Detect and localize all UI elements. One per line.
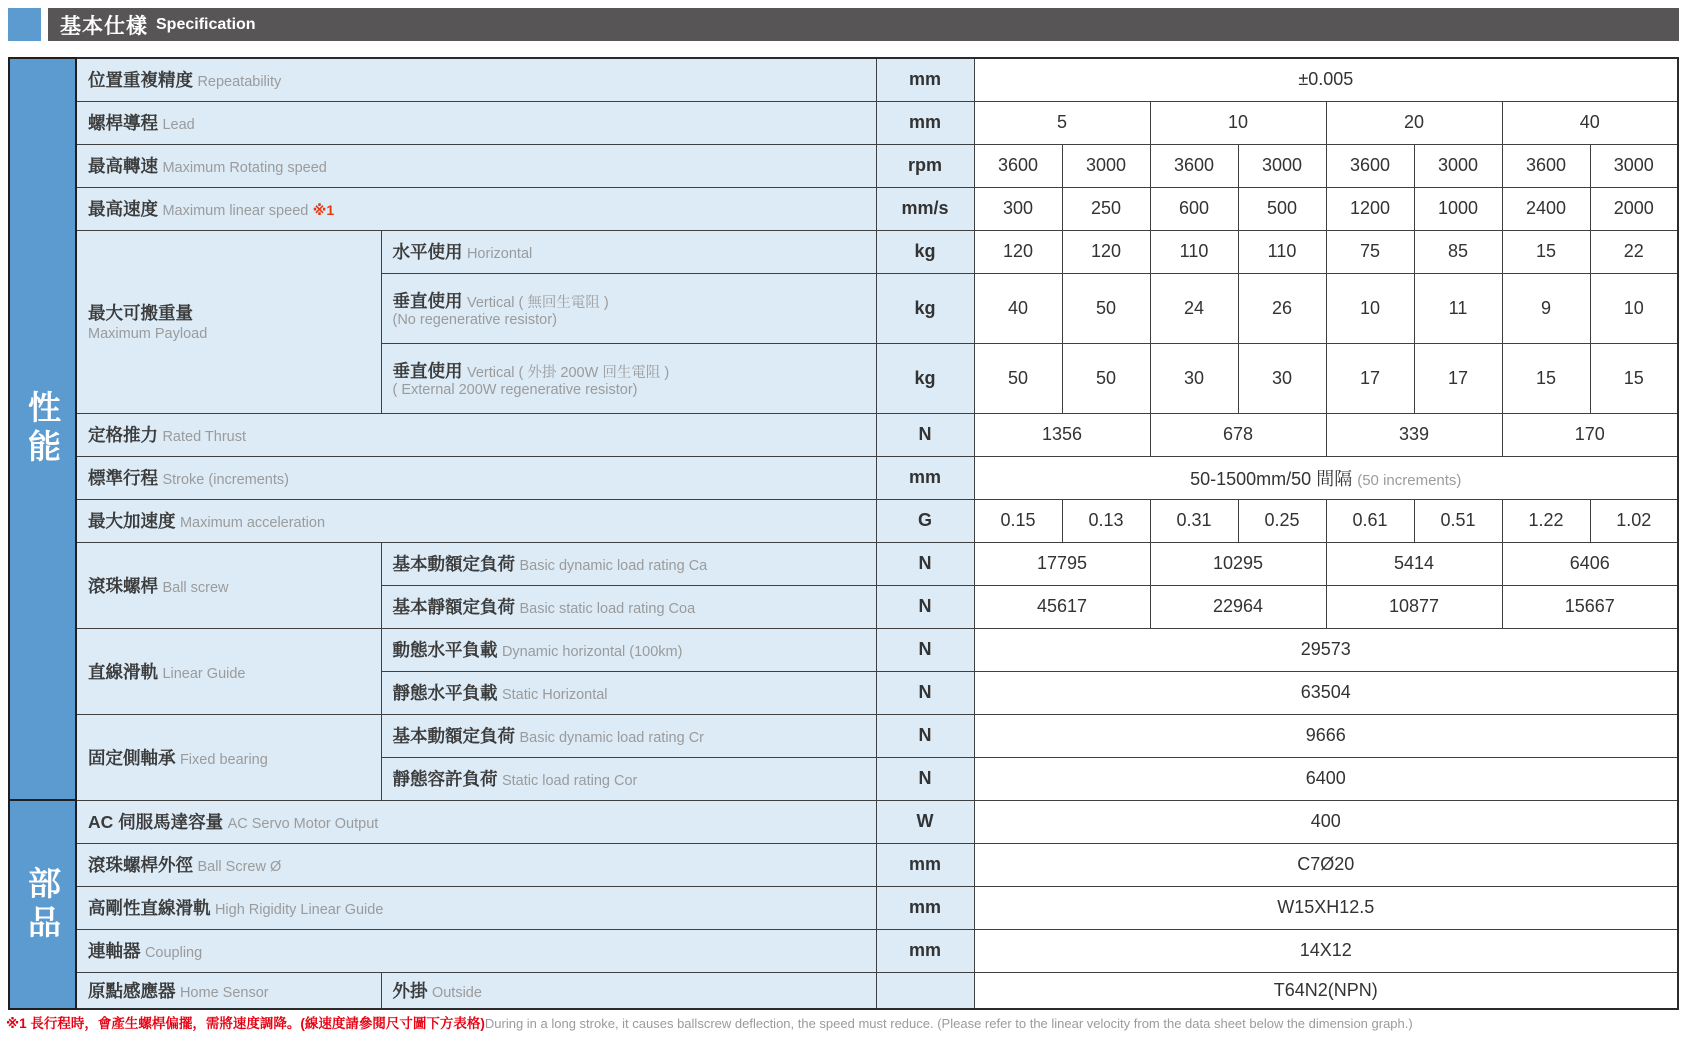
unit-cell: W	[876, 800, 974, 843]
value-cell: 11	[1414, 273, 1502, 343]
label-fixed-bearing-cor: 靜態容許負荷 Static load rating Cor	[381, 757, 876, 800]
value-cell: 5414	[1326, 542, 1502, 585]
value-cell: T64N2(NPN)	[974, 972, 1678, 1009]
section-titlebar	[8, 8, 1679, 41]
value-cell: 15	[1502, 343, 1590, 413]
label-home-sensor-outside: 外掛 Outside	[381, 972, 876, 1009]
unit-cell: N	[876, 585, 974, 628]
row-linear-guide-dynamic	[9, 628, 1678, 671]
value-cell: 3600	[1326, 144, 1414, 187]
label-payload-vertical-no-regen: 垂直使用 Vertical ( 無回生電阻 ) (No regenerative resistor)	[381, 273, 876, 343]
section-title-zh: 基本仕樣	[60, 14, 148, 38]
unit-cell: kg	[876, 230, 974, 273]
value-cell: 1.02	[1590, 499, 1678, 542]
label-ball-screw-ca: 基本動額定負荷 Basic dynamic load rating Ca	[381, 542, 876, 585]
value-cell: 50-1500mm/50 間隔 (50 increments)	[974, 456, 1678, 499]
value-cell: 3000	[1590, 144, 1678, 187]
label-linear-guide-static: 靜態水平負載 Static Horizontal	[381, 671, 876, 714]
value-cell: 110	[1238, 230, 1326, 273]
value-cell: 50	[1062, 273, 1150, 343]
value-cell: 22964	[1150, 585, 1326, 628]
row-home-sensor	[9, 972, 1678, 1009]
unit-cell: mm	[876, 58, 974, 101]
label-linear-guide-dynamic: 動態水平負載 Dynamic horizontal (100km)	[381, 628, 876, 671]
label-high-rigidity-guide: 高剛性直線滑軌 High Rigidity Linear Guide	[76, 886, 876, 929]
unit-cell: N	[876, 413, 974, 456]
label-lead: 螺桿導程 Lead	[76, 101, 876, 144]
value-cell: 3600	[1150, 144, 1238, 187]
label-stroke: 標準行程 Stroke (increments)	[76, 456, 876, 499]
row-ball-screw-od	[9, 843, 1678, 886]
footnote	[6, 1014, 1681, 1034]
value-cell: 250	[1062, 187, 1150, 230]
row-lead	[9, 101, 1678, 144]
row-rated-thrust	[9, 413, 1678, 456]
row-payload-horizontal	[9, 230, 1678, 273]
unit-cell: G	[876, 499, 974, 542]
value-cell: W15XH12.5	[974, 886, 1678, 929]
value-cell: 1000	[1414, 187, 1502, 230]
value-cell: 15	[1502, 230, 1590, 273]
value-cell: 10	[1590, 273, 1678, 343]
label-rated-thrust: 定格推力 Rated Thrust	[76, 413, 876, 456]
label-fixed-bearing-group: 固定側軸承 Fixed bearing	[76, 714, 381, 800]
unit-cell	[876, 972, 974, 1009]
label-max-linear-speed: 最高速度 Maximum linear speed ※1	[76, 187, 876, 230]
value-cell: 24	[1150, 273, 1238, 343]
sidebar-performance-label: 性能	[24, 390, 61, 468]
unit-cell: mm	[876, 101, 974, 144]
row-max-rotating-speed	[9, 144, 1678, 187]
value-cell: 45617	[974, 585, 1150, 628]
value-cell: 15	[1590, 343, 1678, 413]
value-cell: C7Ø20	[974, 843, 1678, 886]
value-cell: 6406	[1502, 542, 1678, 585]
value-cell: 300	[974, 187, 1062, 230]
unit-cell: N	[876, 628, 974, 671]
unit-cell: mm	[876, 843, 974, 886]
value-cell: 1.22	[1502, 499, 1590, 542]
unit-cell: kg	[876, 343, 974, 413]
value-cell: 0.25	[1238, 499, 1326, 542]
value-cell: 75	[1326, 230, 1414, 273]
specification-table	[8, 57, 1679, 1010]
unit-cell: N	[876, 757, 974, 800]
label-ac-servo: AC 伺服馬達容量 AC Servo Motor Output	[76, 800, 876, 843]
label-payload-vertical-ext-regen: 垂直使用 Vertical ( 外掛 200W 回生電阻 ) ( External 200W regenerative resistor)	[381, 343, 876, 413]
value-cell: 50	[1062, 343, 1150, 413]
row-repeatability	[9, 58, 1678, 101]
unit-cell: kg	[876, 273, 974, 343]
footnote-red-text: ※1 長行程時，會產生螺桿偏擺，需將速度調降。(線速度請參閱尺寸圖下方表格)	[6, 1016, 485, 1031]
label-max-acceleration: 最大加速度 Maximum acceleration	[76, 499, 876, 542]
label-home-sensor: 原點感應器 Home Sensor	[76, 972, 381, 1009]
value-cell: 63504	[974, 671, 1678, 714]
label-repeatability: 位置重複精度 Repeatability	[76, 58, 876, 101]
label-max-payload-group: 最大可搬重量 Maximum Payload	[76, 230, 381, 413]
value-cell: 0.15	[974, 499, 1062, 542]
label-linear-guide-group: 直線滑軌 Linear Guide	[76, 628, 381, 714]
unit-cell: N	[876, 542, 974, 585]
section-title-en: Specification	[156, 15, 256, 33]
value-cell: 1200	[1326, 187, 1414, 230]
value-cell: 2400	[1502, 187, 1590, 230]
value-cell: ±0.005	[974, 58, 1678, 101]
unit-cell: N	[876, 671, 974, 714]
value-cell: 22	[1590, 230, 1678, 273]
value-cell: 26	[1238, 273, 1326, 343]
sidebar-parts-label: 部品	[24, 865, 61, 944]
sidebar-parts	[9, 800, 76, 1009]
value-cell: 500	[1238, 187, 1326, 230]
footnote-marker: ※1	[312, 202, 335, 218]
footnote-gray-text: During in a long stroke, it causes ballscrew deflection, the speed must reduce. (Please refer to the linear velocity from the data sheet below the dimension graph.)	[484, 1016, 1413, 1031]
value-cell: 3000	[1414, 144, 1502, 187]
value-cell: 120	[974, 230, 1062, 273]
unit-cell: rpm	[876, 144, 974, 187]
value-cell: 0.51	[1414, 499, 1502, 542]
value-cell: 170	[1502, 413, 1678, 456]
value-cell: 0.31	[1150, 499, 1238, 542]
value-cell: 10	[1326, 273, 1414, 343]
row-ball-screw-ca	[9, 542, 1678, 585]
unit-cell: N	[876, 714, 974, 757]
value-cell: 5	[974, 101, 1150, 144]
row-high-rigidity-guide	[9, 886, 1678, 929]
value-cell: 600	[1150, 187, 1238, 230]
unit-cell: mm	[876, 929, 974, 972]
value-cell: 120	[1062, 230, 1150, 273]
label-coupling: 連軸器 Coupling	[76, 929, 876, 972]
value-cell: 1356	[974, 413, 1150, 456]
unit-cell: mm	[876, 456, 974, 499]
value-cell: 40	[974, 273, 1062, 343]
value-cell: 30	[1150, 343, 1238, 413]
value-cell: 14X12	[974, 929, 1678, 972]
value-cell: 3000	[1238, 144, 1326, 187]
label-ball-screw-coa: 基本靜額定負荷 Basic static load rating Coa	[381, 585, 876, 628]
value-cell: 17	[1414, 343, 1502, 413]
label-ball-screw-od: 滾珠螺桿外徑 Ball Screw Ø	[76, 843, 876, 886]
row-ac-servo	[9, 800, 1678, 843]
value-cell: 110	[1150, 230, 1238, 273]
unit-cell: mm/s	[876, 187, 974, 230]
value-cell: 3600	[974, 144, 1062, 187]
value-cell: 85	[1414, 230, 1502, 273]
value-cell: 50	[974, 343, 1062, 413]
row-stroke	[9, 456, 1678, 499]
value-cell: 400	[974, 800, 1678, 843]
label-payload-horizontal: 水平使用 Horizontal	[381, 230, 876, 273]
value-cell: 10295	[1150, 542, 1326, 585]
value-cell: 10	[1150, 101, 1326, 144]
value-cell: 9	[1502, 273, 1590, 343]
value-cell: 10877	[1326, 585, 1502, 628]
value-cell: 3600	[1502, 144, 1590, 187]
row-coupling	[9, 929, 1678, 972]
value-cell: 0.61	[1326, 499, 1414, 542]
section-title	[48, 8, 1679, 41]
sidebar-performance	[9, 58, 76, 800]
row-max-acceleration	[9, 499, 1678, 542]
value-cell: 29573	[974, 628, 1678, 671]
value-cell: 9666	[974, 714, 1678, 757]
value-cell: 2000	[1590, 187, 1678, 230]
row-max-linear-speed	[9, 187, 1678, 230]
value-cell: 15667	[1502, 585, 1678, 628]
value-cell: 17	[1326, 343, 1414, 413]
value-cell: 20	[1326, 101, 1502, 144]
value-cell: 678	[1150, 413, 1326, 456]
value-cell: 17795	[974, 542, 1150, 585]
value-cell: 0.13	[1062, 499, 1150, 542]
unit-cell: mm	[876, 886, 974, 929]
value-cell: 6400	[974, 757, 1678, 800]
label-fixed-bearing-cr: 基本動額定負荷 Basic dynamic load rating Cr	[381, 714, 876, 757]
value-cell: 3000	[1062, 144, 1150, 187]
value-cell: 30	[1238, 343, 1326, 413]
label-ball-screw-group: 滾珠螺桿 Ball screw	[76, 542, 381, 628]
accent-square	[8, 8, 41, 41]
row-fixed-bearing-cr	[9, 714, 1678, 757]
value-cell: 40	[1502, 101, 1678, 144]
value-cell: 339	[1326, 413, 1502, 456]
label-max-rotating-speed: 最高轉速 Maximum Rotating speed	[76, 144, 876, 187]
